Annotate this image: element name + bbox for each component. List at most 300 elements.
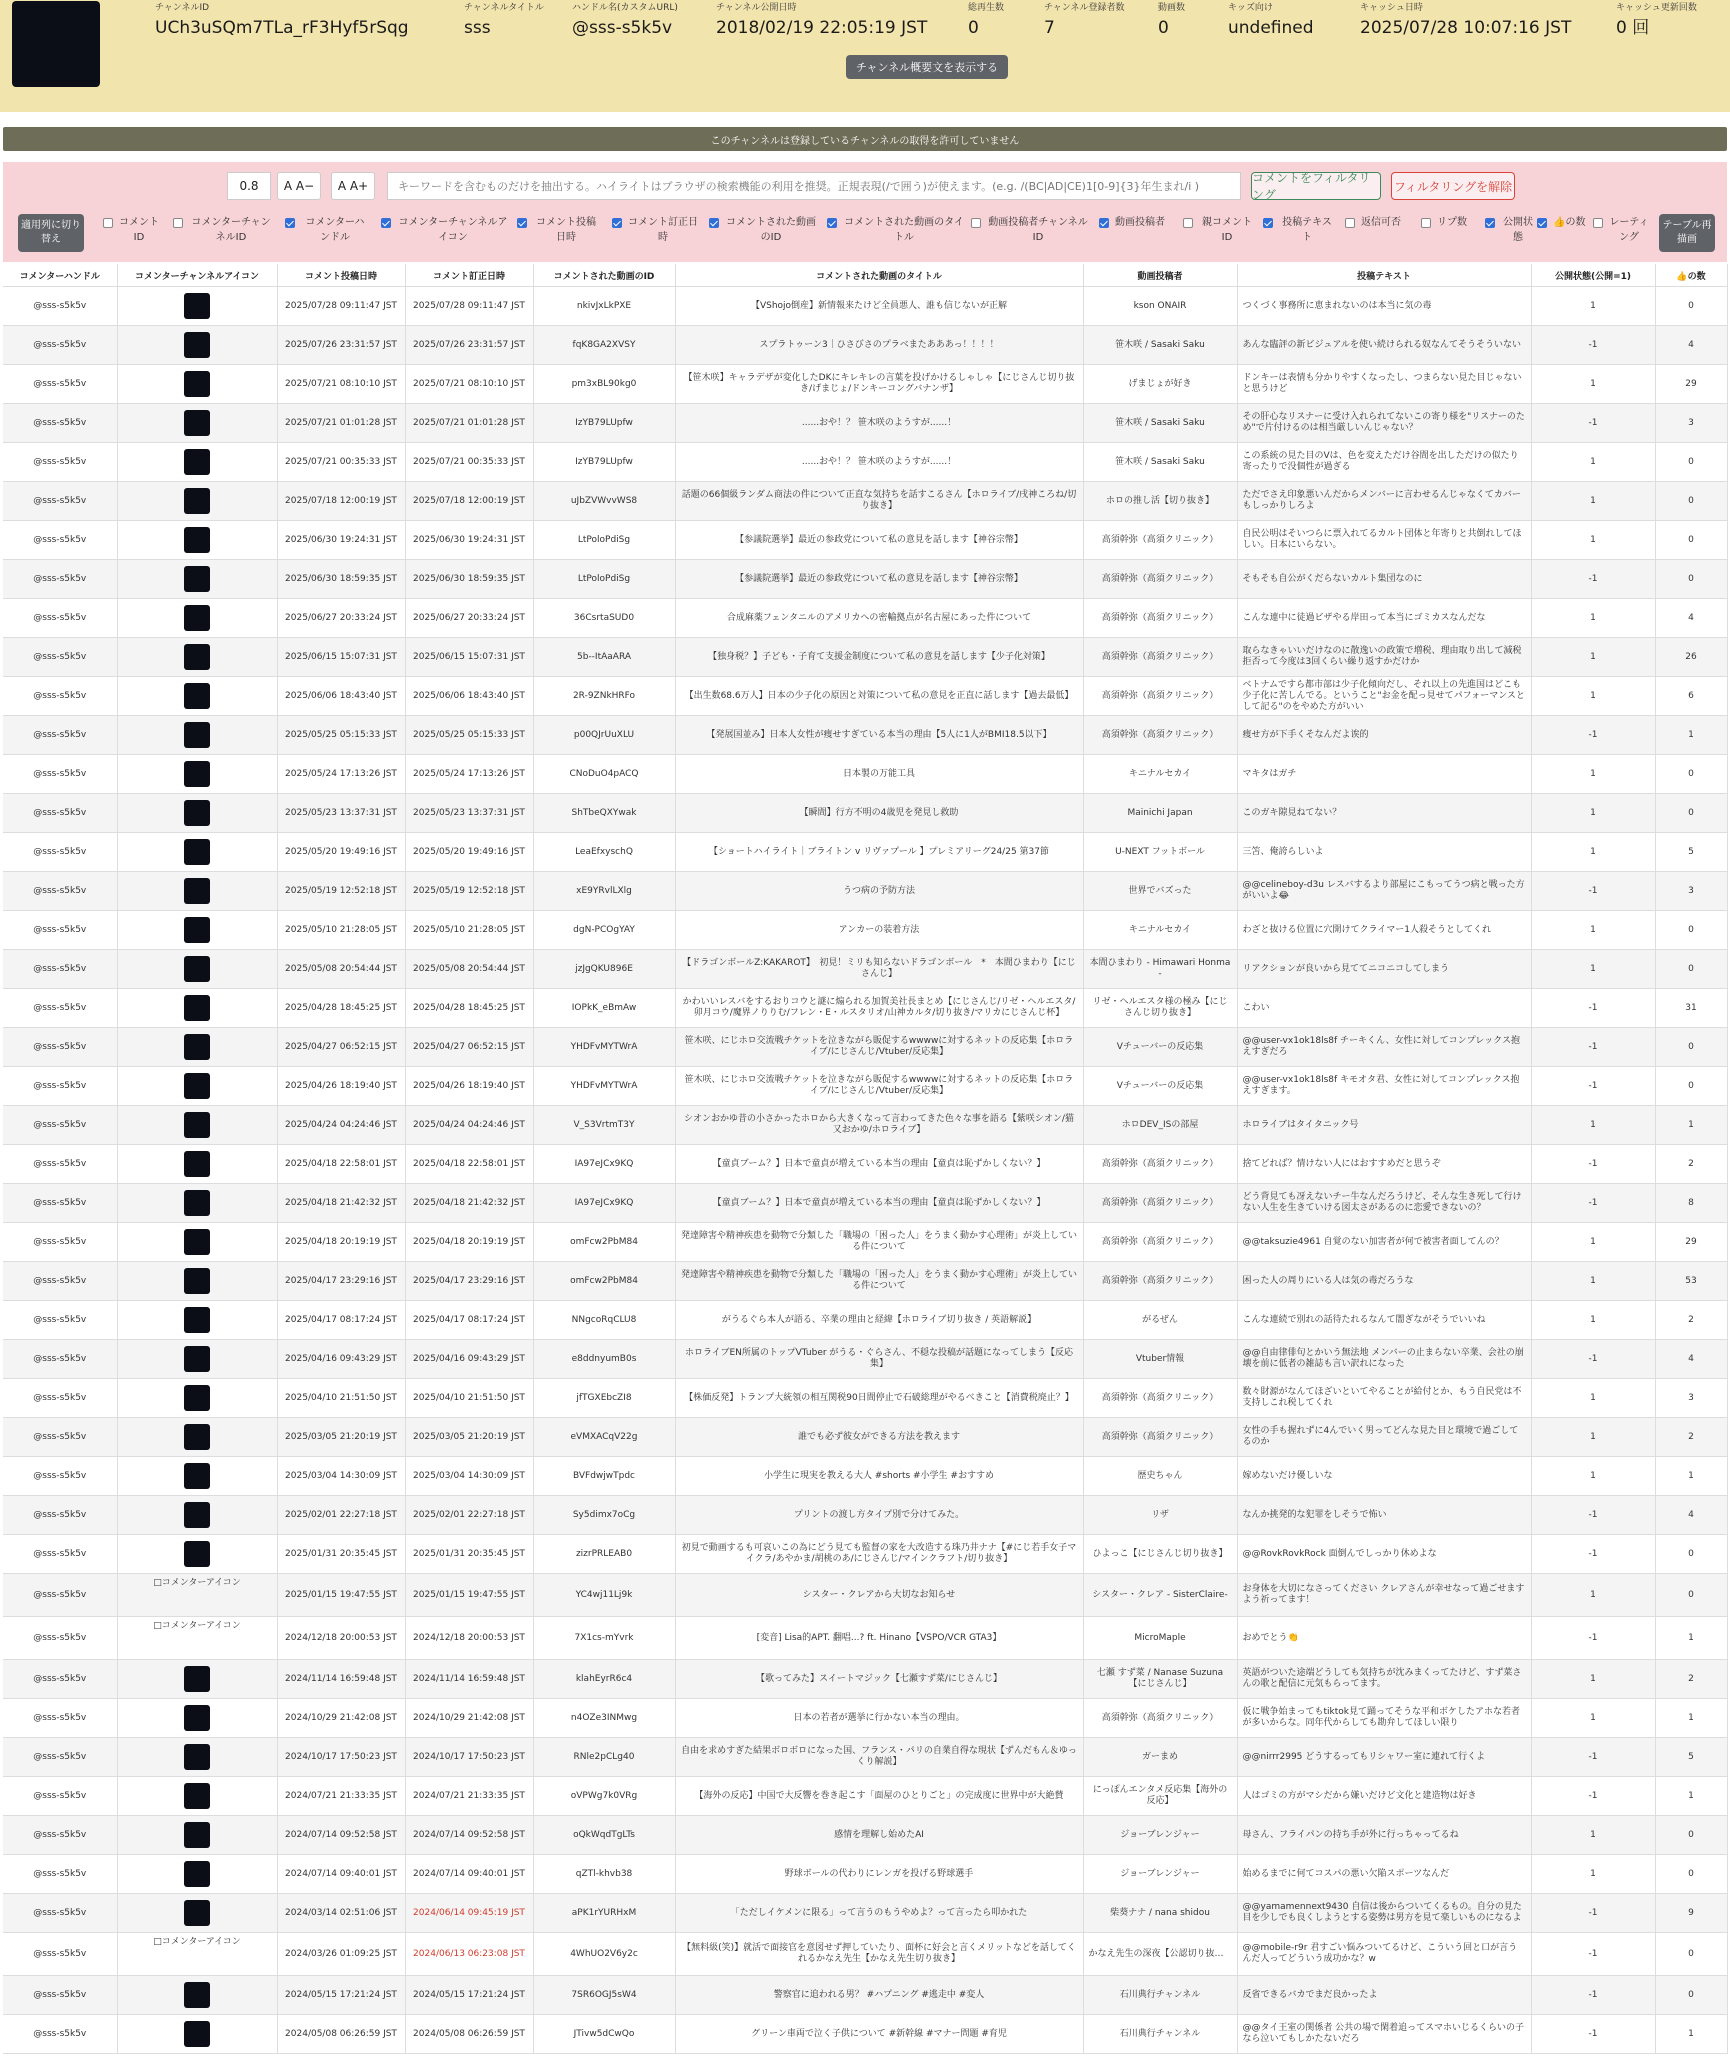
- video-title[interactable]: 発達障害や精神疾患を動物で分類した「職場の「困った人」をうまく動かす心理術」が炎上している件について: [675, 1262, 1083, 1301]
- column-toggle-checkbox[interactable]: [381, 215, 509, 253]
- edited-date: 2025/06/30 18:59:35 JST: [405, 560, 533, 599]
- commenter-handle[interactable]: @sss-s5k5v: [3, 365, 117, 404]
- comment-text: そもそも自公がくだらないカルト集団なのに: [1237, 560, 1531, 599]
- checkbox-box[interactable]: [1485, 218, 1495, 228]
- video-owner[interactable]: 高須幹弥（高須クリニック）: [1083, 1145, 1237, 1184]
- font-increase-button[interactable]: A A+: [331, 172, 375, 200]
- video-id[interactable]: eVMXACqV22g: [533, 1418, 675, 1457]
- video-title[interactable]: 【独身税？】子ども・子育て支援金制度について私の意見を話します【少子化対策】: [675, 638, 1083, 677]
- video-owner[interactable]: Vtuber情報: [1083, 1340, 1237, 1379]
- posted-date: 2025/05/24 17:13:26 JST: [277, 755, 405, 794]
- column-header[interactable]: コメンターチャンネルアイコン: [117, 264, 277, 287]
- video-owner[interactable]: ガーまめ: [1083, 1738, 1237, 1777]
- toggle-columns-button[interactable]: 適用列に切り替え: [18, 214, 84, 252]
- commenter-handle[interactable]: @sss-s5k5v: [3, 1457, 117, 1496]
- video-owner[interactable]: ホロDEV_ISの部屋: [1083, 1106, 1237, 1145]
- video-id[interactable]: YHDFvMYTWrA: [533, 1067, 675, 1106]
- video-owner[interactable]: ジョーブレンジャー: [1083, 1855, 1237, 1894]
- commenter-handle[interactable]: @sss-s5k5v: [3, 1574, 117, 1617]
- commenter-icon-cell: [117, 1340, 277, 1379]
- zoom-input[interactable]: 0.8: [227, 172, 271, 200]
- posted-date: 2025/04/18 20:19:19 JST: [277, 1223, 405, 1262]
- commenter-handle[interactable]: @sss-s5k5v: [3, 326, 117, 365]
- video-id[interactable]: 7X1cs-mYvrk: [533, 1617, 675, 1660]
- video-title[interactable]: プリントの渡し方タイプ別で分けてみた。: [675, 1496, 1083, 1535]
- video-owner[interactable]: ホロの推し活【切り抜き】: [1083, 482, 1237, 521]
- commenter-handle[interactable]: @sss-s5k5v: [3, 1777, 117, 1816]
- comment-text: 三笘、俺誇らしいよ: [1237, 833, 1531, 872]
- video-title[interactable]: 【歌ってみた】スイートマジック【七瀬すず菜/にじさんじ】: [675, 1660, 1083, 1699]
- checkbox-box[interactable]: [971, 218, 981, 228]
- video-id[interactable]: p00QJrUuXLU: [533, 716, 675, 755]
- commenter-handle[interactable]: @sss-s5k5v: [3, 287, 117, 326]
- video-title[interactable]: 【笹木咲】キャラデザが変化したDKにキレキレの言葉を投げかけるしゃしゃ【にじさんじ切り抜き/げまじょ/ドンキーコングバナンザ】: [675, 365, 1083, 404]
- header-field-label: チャンネル公開日時: [716, 3, 797, 13]
- commenter-icon-cell: [117, 1738, 277, 1777]
- font-decrease-button[interactable]: A A−: [277, 172, 321, 200]
- commenter-avatar: [184, 566, 210, 592]
- video-title[interactable]: 【参議院選挙】最近の参政党について私の意見を話します【神谷宗幣】: [675, 521, 1083, 560]
- checkbox-box[interactable]: [612, 218, 622, 228]
- video-title[interactable]: 【出生数68.6万人】日本の少子化の原因と対策について私の意見を正直に話します【過去最低】: [675, 677, 1083, 716]
- video-owner[interactable]: 笹木咲 / Sasaki Saku: [1083, 404, 1237, 443]
- video-owner[interactable]: げまじょが好き: [1083, 365, 1237, 404]
- like-count: 0: [1655, 794, 1727, 833]
- video-id[interactable]: fqK8GA2XVSY: [533, 326, 675, 365]
- video-id[interactable]: jzJgQKU896E: [533, 950, 675, 989]
- edited-date: 2024/06/13 06:23:08 JST: [405, 1933, 533, 1976]
- video-title[interactable]: 【童貞ブーム？】日本で童貞が増えている本当の理由【童貞は恥ずかしくない？】: [675, 1145, 1083, 1184]
- video-id[interactable]: oVPWg7k0VRg: [533, 1777, 675, 1816]
- video-title[interactable]: 【発展国並み】日本人女性が痩せすぎている本当の理由【5人に1人がBMI18.5以下】: [675, 716, 1083, 755]
- video-owner[interactable]: 高須幹弥（高須クリニック）: [1083, 716, 1237, 755]
- video-id[interactable]: 7SR6OGJ5sW4: [533, 1976, 675, 2015]
- column-toggle-checkbox[interactable]: [103, 215, 159, 253]
- video-title[interactable]: ......おや！？ 笹木咲のようすが......！: [675, 443, 1083, 482]
- column-header[interactable]: コメント投稿日時: [277, 264, 405, 287]
- video-owner[interactable]: 笹木咲 / Sasaki Saku: [1083, 326, 1237, 365]
- video-title[interactable]: 小学生に現実を教える大人 #shorts #小学生 #おすすめ: [675, 1457, 1083, 1496]
- commenter-handle[interactable]: @sss-s5k5v: [3, 1145, 117, 1184]
- video-owner[interactable]: 高須幹弥（高須クリニック）: [1083, 1184, 1237, 1223]
- posted-date: 2024/05/15 17:21:24 JST: [277, 1976, 405, 2015]
- public-status: 1: [1531, 1574, 1655, 1617]
- posted-date: 2024/03/14 02:51:06 JST: [277, 1894, 405, 1933]
- video-id[interactable]: ShTbeQXYwak: [533, 794, 675, 833]
- table-row: [3, 833, 1727, 872]
- commenter-handle[interactable]: @sss-s5k5v: [3, 794, 117, 833]
- video-owner[interactable]: MicroMaple: [1083, 1617, 1237, 1660]
- video-id[interactable]: IzYB79LUpfw: [533, 443, 675, 482]
- commenter-handle[interactable]: @sss-s5k5v: [3, 950, 117, 989]
- video-title[interactable]: 【株価反発】トランプ大統領の相互関税90日間停止で石破総理がやるべきこと【消費税廃止？】: [675, 1379, 1083, 1418]
- checkbox-box[interactable]: [1537, 218, 1547, 228]
- video-id[interactable]: oQkWqdTgLTs: [533, 1816, 675, 1855]
- commenter-handle[interactable]: @sss-s5k5v: [3, 716, 117, 755]
- column-toggle-checkbox[interactable]: [612, 215, 698, 253]
- video-id[interactable]: 2R-9ZNkHRFo: [533, 677, 675, 716]
- subscription-notice: このチャンネルは登録しているチャンネルの取得を許可していません: [3, 127, 1727, 151]
- like-count: 5: [1655, 833, 1727, 872]
- checkbox-box[interactable]: [173, 218, 183, 228]
- commenter-handle[interactable]: @sss-s5k5v: [3, 1976, 117, 2015]
- video-owner[interactable]: kson ONAIR: [1083, 287, 1237, 326]
- commenter-handle[interactable]: @sss-s5k5v: [3, 1379, 117, 1418]
- commenter-handle[interactable]: @sss-s5k5v: [3, 677, 117, 716]
- video-owner[interactable]: Mainichi Japan: [1083, 794, 1237, 833]
- commenter-icon-cell: [117, 794, 277, 833]
- posted-date: 2025/04/17 23:29:16 JST: [277, 1262, 405, 1301]
- checkbox-box[interactable]: [827, 218, 837, 228]
- video-title[interactable]: 【VShojo倒産】新情報来たけど全員悪人、誰も信じないが正解: [675, 287, 1083, 326]
- video-id[interactable]: aPK1rYURHxM: [533, 1894, 675, 1933]
- commenter-handle[interactable]: @sss-s5k5v: [3, 833, 117, 872]
- posted-date: 2025/06/15 15:07:31 JST: [277, 638, 405, 677]
- column-toggle-checkbox[interactable]: [517, 215, 599, 253]
- video-owner[interactable]: Vチューバーの反応集: [1083, 1028, 1237, 1067]
- video-owner[interactable]: 本間ひまわり - Himawari Honma -: [1083, 950, 1237, 989]
- video-id[interactable]: YHDFvMYTWrA: [533, 1028, 675, 1067]
- column-toggle-checkbox[interactable]: [827, 215, 965, 253]
- checkbox-box[interactable]: [1421, 218, 1431, 228]
- video-owner[interactable]: U-NEXT フットボール: [1083, 833, 1237, 872]
- commenter-handle[interactable]: @sss-s5k5v: [3, 1933, 117, 1976]
- column-header[interactable]: コメントされた動画のタイトル: [675, 264, 1083, 287]
- video-title[interactable]: 発達障害や精神疾患を動物で分類した「職場の「困った人」をうまく動かす心理術」が炎上している件について: [675, 1223, 1083, 1262]
- video-owner[interactable]: 七瀬 すず菜 / Nanase Suzuna【にじさんじ】: [1083, 1660, 1237, 1699]
- column-header[interactable]: コメンターハンドル: [3, 264, 117, 287]
- apply-filter-button[interactable]: コメントをフィルタリング: [1251, 172, 1381, 200]
- posted-date: 2024/11/14 16:59:48 JST: [277, 1660, 405, 1699]
- video-id[interactable]: JTivw5dCwQo: [533, 2015, 675, 2054]
- checkbox-box[interactable]: [1593, 218, 1603, 228]
- video-owner[interactable]: ジョーブレンジャー: [1083, 1816, 1237, 1855]
- video-id[interactable]: LtPoloPdiSg: [533, 521, 675, 560]
- table-header-row: [3, 264, 1727, 287]
- video-owner[interactable]: 歴史ちゃん: [1083, 1457, 1237, 1496]
- video-title[interactable]: 自由を求めすぎた結果ボロボロになった国、フランス・パリの自業自得な現状【ずんだもん＆ゆっくり解説】: [675, 1738, 1083, 1777]
- commenter-handle[interactable]: @sss-s5k5v: [3, 872, 117, 911]
- comment-text: @@user-vx1ok18ls8f キモオタ君、女性に対してコンプレックス抱えすぎます。: [1237, 1067, 1531, 1106]
- posted-date: 2025/06/06 18:43:40 JST: [277, 677, 405, 716]
- video-title[interactable]: 野球ボールの代わりにレンガを投げる野球選手: [675, 1855, 1083, 1894]
- column-header[interactable]: 公開状態(公開=1): [1531, 264, 1655, 287]
- column-toggle-checkbox[interactable]: [709, 215, 817, 253]
- video-title[interactable]: 【ショートハイライト｜ブライトン v リヴァプール 】プレミアリーグ24/25 第37節: [675, 833, 1083, 872]
- commenter-handle[interactable]: @sss-s5k5v: [3, 2015, 117, 2054]
- video-id[interactable]: e8ddnyumB0s: [533, 1340, 675, 1379]
- commenter-icon-cell: [117, 1262, 277, 1301]
- video-id[interactable]: n4OZe3INMwg: [533, 1699, 675, 1738]
- video-title[interactable]: 【ドラゴンボールZ:KAKAROT】 初見！ミリも知らないドラゴンボール * 本間ひまわり【にじさんじ】: [675, 950, 1083, 989]
- video-owner[interactable]: リザ: [1083, 1496, 1237, 1535]
- video-title[interactable]: 【瞬間】行方不明の4歳児を発見し救助: [675, 794, 1083, 833]
- video-owner[interactable]: 高須幹弥（高須クリニック）: [1083, 1262, 1237, 1301]
- like-count: 1: [1655, 716, 1727, 755]
- video-owner[interactable]: 世界でバズった: [1083, 872, 1237, 911]
- video-id[interactable]: omFcw2PbM84: [533, 1262, 675, 1301]
- video-id[interactable]: omFcw2PbM84: [533, 1223, 675, 1262]
- video-owner[interactable]: 高須幹弥（高須クリニック）: [1083, 599, 1237, 638]
- commenter-handle[interactable]: @sss-s5k5v: [3, 638, 117, 677]
- video-title[interactable]: がうるぐら本人が語る、卒業の理由と経緯【ホロライブ切り抜き / 英語解説】: [675, 1301, 1083, 1340]
- column-header[interactable]: 動画投稿者: [1083, 264, 1237, 287]
- header-field-value: 0: [1158, 18, 1169, 38]
- commenter-avatar: [184, 1861, 210, 1887]
- video-id[interactable]: klahEyrR6c4: [533, 1660, 675, 1699]
- keyword-filter-input[interactable]: キーワードを含むものだけを抽出する。ハイライトはブラウザの検索機能の利用を推奨。正規表現(/で囲う)が使えます。(e.g. /(BC|AD|CE)1[0-9]{3}年生まれ/i ): [387, 172, 1241, 200]
- commenter-icon-cell: [117, 1816, 277, 1855]
- commenter-handle[interactable]: @sss-s5k5v: [3, 1301, 117, 1340]
- video-owner[interactable]: キニナルセカイ: [1083, 755, 1237, 794]
- video-id[interactable]: zizrPRLEAB0: [533, 1535, 675, 1574]
- video-id[interactable]: V_S3VrtmT3Y: [533, 1106, 675, 1145]
- video-id[interactable]: jfTGXEbcZI8: [533, 1379, 675, 1418]
- video-title[interactable]: シスター・クレアから大切なお知らせ: [675, 1574, 1083, 1617]
- posted-date: 2025/06/30 19:24:31 JST: [277, 521, 405, 560]
- video-title[interactable]: 【無料級(笑)】就活で面接官を意図せず押していたり、面杯に好会と言くメリットなどを話してくれるかなえ先生【かなえ先生切り抜き】: [675, 1933, 1083, 1976]
- commenter-avatar: [184, 956, 210, 982]
- comment-text: こんな連中に徒過ビザやる岸田って本当にゴミカスなんだな: [1237, 599, 1531, 638]
- checkbox-box[interactable]: [709, 218, 719, 228]
- commenter-handle[interactable]: @sss-s5k5v: [3, 1262, 117, 1301]
- video-id[interactable]: xE9YRvlLXlg: [533, 872, 675, 911]
- commenter-handle[interactable]: @sss-s5k5v: [3, 1699, 117, 1738]
- video-title[interactable]: 【童貞ブーム？】日本で童貞が増えている本当の理由【童貞は恥ずかしくない？】: [675, 1184, 1083, 1223]
- video-title[interactable]: 笹木咲、にじホロ交流戦チケットを泣きながら販促するwwwwに対するネットの反応集【ホロライブ/にじさんじ/Vtuber/反応集】: [675, 1028, 1083, 1067]
- commenter-handle[interactable]: @sss-s5k5v: [3, 521, 117, 560]
- commenter-handle[interactable]: @sss-s5k5v: [3, 1816, 117, 1855]
- video-owner[interactable]: Vチューバーの反応集: [1083, 1067, 1237, 1106]
- video-id[interactable]: 5b--ItAaARA: [533, 638, 675, 677]
- column-toggle-checkbox[interactable]: [173, 215, 273, 253]
- edited-date: 2025/04/16 09:43:29 JST: [405, 1340, 533, 1379]
- video-owner[interactable]: 石川典行チャンネル: [1083, 1976, 1237, 2015]
- commenter-handle[interactable]: @sss-s5k5v: [3, 1617, 117, 1660]
- header-field-value: 0 回: [1616, 18, 1650, 38]
- video-owner[interactable]: 高須幹弥（高須クリニック）: [1083, 521, 1237, 560]
- commenter-avatar: [184, 1900, 210, 1926]
- commenter-icon-cell: [117, 989, 277, 1028]
- video-id[interactable]: pm3xBL90kg0: [533, 365, 675, 404]
- video-id[interactable]: NNgcoRqCLU8: [533, 1301, 675, 1340]
- video-owner[interactable]: ひよっこ【にじさんじ切り抜き】: [1083, 1535, 1237, 1574]
- checkbox-box[interactable]: [381, 218, 391, 228]
- table-row: [3, 326, 1727, 365]
- video-id[interactable]: IA97eJCx9KQ: [533, 1145, 675, 1184]
- header-field: [1158, 0, 1185, 39]
- column-header[interactable]: 👍の数: [1655, 264, 1727, 287]
- checkbox-box[interactable]: [517, 218, 527, 228]
- commenter-handle[interactable]: @sss-s5k5v: [3, 1894, 117, 1933]
- edited-date: 2025/05/25 05:15:33 JST: [405, 716, 533, 755]
- video-owner[interactable]: 高須幹弥（高須クリニック）: [1083, 1379, 1237, 1418]
- column-toggle-checkbox[interactable]: [971, 215, 1089, 253]
- commenter-handle[interactable]: @sss-s5k5v: [3, 1340, 117, 1379]
- header-field-value: 0: [968, 18, 979, 38]
- video-title[interactable]: ......おや！？ 笹木咲のようすが......！: [675, 404, 1083, 443]
- public-status: 1: [1531, 287, 1655, 326]
- posted-date: 2025/03/04 14:30:09 JST: [277, 1457, 405, 1496]
- video-title[interactable]: 警察官に追われる男？ #ハプニング #逃走中 #変人: [675, 1976, 1083, 2015]
- video-title[interactable]: 感情を理解し始めたAI: [675, 1816, 1083, 1855]
- commenter-handle[interactable]: @sss-s5k5v: [3, 1660, 117, 1699]
- video-id[interactable]: uJbZVWvvWS8: [533, 482, 675, 521]
- commenter-handle[interactable]: @sss-s5k5v: [3, 1028, 117, 1067]
- video-id[interactable]: Sy5dimx7oCg: [533, 1496, 675, 1535]
- checkbox-box[interactable]: [1099, 218, 1109, 228]
- comment-text: こんな連続で別れの話待たれるなんて闇ぎながそうでいいね: [1237, 1301, 1531, 1340]
- video-id[interactable]: qZTl-khvb38: [533, 1855, 675, 1894]
- commenter-handle[interactable]: @sss-s5k5v: [3, 911, 117, 950]
- video-owner[interactable]: 笹木咲 / Sasaki Saku: [1083, 443, 1237, 482]
- video-title[interactable]: シオンおかゆ昔の小さかったホロから大きくなって言わってきた色々な事を語る【紫咲シオン/猫又おかゆ/ホロライブ】: [675, 1106, 1083, 1145]
- video-id[interactable]: RNle2pCLg40: [533, 1738, 675, 1777]
- video-id[interactable]: BVFdwjwTpdc: [533, 1457, 675, 1496]
- checkbox-box[interactable]: [1183, 218, 1193, 228]
- video-title[interactable]: 笹木咲、にじホロ交流戦チケットを泣きながら販促するwwwwに対するネットの反応集【ホロライブ/にじさんじ/Vtuber/反応集】: [675, 1067, 1083, 1106]
- video-id[interactable]: 4WhUO2V6y2c: [533, 1933, 675, 1976]
- table-row: [3, 989, 1727, 1028]
- column-header[interactable]: コメントされた動画のID: [533, 264, 675, 287]
- edited-date: 2025/06/15 15:07:31 JST: [405, 638, 533, 677]
- header-field: [572, 0, 678, 39]
- column-toggle-checkbox[interactable]: [1263, 215, 1335, 253]
- column-toggle-label: コメント投稿日時: [536, 217, 596, 243]
- table-row: [3, 1301, 1727, 1340]
- column-toggle-checkbox[interactable]: [1345, 215, 1413, 253]
- table-row: [3, 1816, 1727, 1855]
- like-count: 26: [1655, 638, 1727, 677]
- like-count: 29: [1655, 365, 1727, 404]
- video-id[interactable]: IzYB79LUpfw: [533, 404, 675, 443]
- checkbox-box[interactable]: [1345, 218, 1355, 228]
- commenter-handle[interactable]: @sss-s5k5v: [3, 599, 117, 638]
- video-owner[interactable]: 高須幹弥（高須クリニック）: [1083, 560, 1237, 599]
- commenter-handle[interactable]: @sss-s5k5v: [3, 404, 117, 443]
- video-title[interactable]: 日本製の万能工具: [675, 755, 1083, 794]
- commenter-handle[interactable]: @sss-s5k5v: [3, 1855, 117, 1894]
- public-status: 1: [1531, 1816, 1655, 1855]
- video-owner[interactable]: シスター・クレア - SisterClaire-: [1083, 1574, 1237, 1617]
- column-header[interactable]: コメント訂正日時: [405, 264, 533, 287]
- edited-date: 2024/05/08 06:26:59 JST: [405, 2015, 533, 2054]
- video-title[interactable]: ホロライブEN所属のトップVTuber がうる・ぐらさん、不穏な投稿が話題になってしまう【反応集】: [675, 1340, 1083, 1379]
- video-title[interactable]: [変音] Lisa的APT. 翻唱...? ft. Hinano【VSPO/VCR GTA3】: [675, 1617, 1083, 1660]
- commenter-handle[interactable]: @sss-s5k5v: [3, 1106, 117, 1145]
- video-id[interactable]: IA97eJCx9KQ: [533, 1184, 675, 1223]
- comment-text: ドンキーは表情も分かりやすくなったし、つまらない見た目じゃないと思うけど: [1237, 365, 1531, 404]
- clear-filter-button[interactable]: フィルタリングを解除: [1391, 172, 1515, 200]
- public-status: -1: [1531, 1067, 1655, 1106]
- video-title[interactable]: 初見で動画するも可哀いこの為にどう見ても監督の家を大改造する珠乃井ナナ【#にじ若手女子マイクラ/あやかま/胡桃のあ/にじさんじ/マインクラフト/切り抜き】: [675, 1535, 1083, 1574]
- video-title[interactable]: グリーン車両で泣く子供について #新幹線 #マナー問題 #育児: [675, 2015, 1083, 2054]
- checkbox-box[interactable]: [285, 218, 295, 228]
- video-owner[interactable]: 高須幹弥（高須クリニック）: [1083, 1418, 1237, 1457]
- commenter-handle[interactable]: @sss-s5k5v: [3, 1223, 117, 1262]
- commenter-handle[interactable]: @sss-s5k5v: [3, 1418, 117, 1457]
- video-owner[interactable]: がるぜん: [1083, 1301, 1237, 1340]
- commenter-handle[interactable]: @sss-s5k5v: [3, 560, 117, 599]
- column-toggle-checkbox[interactable]: [1485, 215, 1535, 253]
- video-title[interactable]: スプラトゥーン3｜ひさびさのプラベまたあああっ！！！！: [675, 326, 1083, 365]
- checkbox-box[interactable]: [1263, 218, 1273, 228]
- table-row: [3, 1340, 1727, 1379]
- column-toggle-checkbox[interactable]: [1099, 215, 1169, 253]
- video-owner[interactable]: 高須幹弥（高須クリニック）: [1083, 1699, 1237, 1738]
- like-count: 4: [1655, 1496, 1727, 1535]
- video-id[interactable]: LeaEfxyschQ: [533, 833, 675, 872]
- video-id[interactable]: CNoDuO4pACQ: [533, 755, 675, 794]
- video-title[interactable]: うつ病の予防方法: [675, 872, 1083, 911]
- video-owner[interactable]: 石川典行チャンネル: [1083, 2015, 1237, 2054]
- video-id[interactable]: YC4wj11Lj9k: [533, 1574, 675, 1617]
- video-title[interactable]: かわいいレスバをするおりコウと謎に煽られる加賀美社長まとめ【にじさんじ/リゼ・ヘルエスタ/卯月コウ/魔界ノりりむ/フレン・E・ルスタリオ/山神カルタ/切り抜き/マリカにじさんじ杯】: [675, 989, 1083, 1028]
- commenter-handle[interactable]: @sss-s5k5v: [3, 1738, 117, 1777]
- video-id[interactable]: nkivJxLkPXE: [533, 287, 675, 326]
- video-title[interactable]: 誰でも必ず彼女ができる方法を教えます: [675, 1418, 1083, 1457]
- like-count: 3: [1655, 1379, 1727, 1418]
- video-owner[interactable]: 高須幹弥（高須クリニック）: [1083, 677, 1237, 716]
- redraw-table-button[interactable]: テーブル再描画: [1659, 214, 1715, 252]
- video-id[interactable]: dgN-PCOgYAY: [533, 911, 675, 950]
- posted-date: 2025/04/27 06:52:15 JST: [277, 1028, 405, 1067]
- video-owner[interactable]: 柴葵ナナ / nana shidou: [1083, 1894, 1237, 1933]
- column-header[interactable]: 投稿テキスト: [1237, 264, 1531, 287]
- commenter-handle[interactable]: @sss-s5k5v: [3, 755, 117, 794]
- commenter-handle[interactable]: @sss-s5k5v: [3, 1067, 117, 1106]
- commenter-handle[interactable]: @sss-s5k5v: [3, 482, 117, 521]
- column-toggle-checkbox[interactable]: [1593, 215, 1649, 253]
- video-id[interactable]: LtPoloPdiSg: [533, 560, 675, 599]
- video-owner[interactable]: かなえ先生の深夜【公認切り抜き】: [1083, 1933, 1237, 1976]
- icon-alt-text: コメンターアイコン: [161, 1578, 241, 1588]
- video-title[interactable]: 【参議院選挙】最近の参政党について私の意見を話します【神谷宗幣】: [675, 560, 1083, 599]
- column-toggle-checkbox[interactable]: [1537, 215, 1591, 253]
- video-title[interactable]: 合成麻薬フェンタニルのアメリカへの密輸拠点が名古屋にあった件について: [675, 599, 1083, 638]
- video-owner[interactable]: キニナルセカイ: [1083, 911, 1237, 950]
- comment-text: 仮に戦争始まってもtiktok見て踊ってそうな平和ボケしたアホな若者が多いからな。同年代からしても勘弁してほしい限り: [1237, 1699, 1531, 1738]
- video-title[interactable]: 話題の66個級ランダム商法の件について正直な気持ちを話すこるさん【ホロライブ/戌神ころね/切り抜き】: [675, 482, 1083, 521]
- like-count: 0: [1655, 1816, 1727, 1855]
- like-count: 2: [1655, 1418, 1727, 1457]
- column-toggle-checkbox[interactable]: [285, 215, 369, 253]
- header-field-label: キャッシュ更新回数: [1616, 3, 1697, 13]
- video-owner[interactable]: 高須幹弥（高須クリニック）: [1083, 638, 1237, 677]
- checkbox-box[interactable]: [103, 218, 113, 228]
- column-toggle-label: 返信可否: [1361, 217, 1401, 228]
- commenter-handle[interactable]: @sss-s5k5v: [3, 443, 117, 482]
- commenter-handle[interactable]: @sss-s5k5v: [3, 1496, 117, 1535]
- column-toggle-checkbox[interactable]: [1421, 215, 1475, 253]
- video-title[interactable]: 【海外の反応】中国で大反響を巻き起こす「面屋のひとりごと」の完成度に世界中が大絶賛: [675, 1777, 1083, 1816]
- video-title[interactable]: アンカーの装着方法: [675, 911, 1083, 950]
- commenter-handle[interactable]: @sss-s5k5v: [3, 1535, 117, 1574]
- video-id[interactable]: IOPkK_eBmAw: [533, 989, 675, 1028]
- video-owner[interactable]: リゼ・ヘルエスタ様の極み【にじさんじ切り抜き】: [1083, 989, 1237, 1028]
- public-status: 1: [1531, 911, 1655, 950]
- video-title[interactable]: 日本の若者が選挙に行かない本当の理由。: [675, 1699, 1083, 1738]
- video-id[interactable]: 36CsrtaSUD0: [533, 599, 675, 638]
- column-toggle-checkbox[interactable]: [1183, 215, 1255, 253]
- commenter-avatar: [184, 1982, 210, 2008]
- show-description-button[interactable]: チャンネル概要文を表示する: [846, 55, 1008, 79]
- commenter-handle[interactable]: @sss-s5k5v: [3, 1184, 117, 1223]
- commenter-handle[interactable]: @sss-s5k5v: [3, 989, 117, 1028]
- video-owner[interactable]: にっぽんエンタメ反応集【海外の反応】: [1083, 1777, 1237, 1816]
- video-owner[interactable]: 高須幹弥（高須クリニック）: [1083, 1223, 1237, 1262]
- video-title[interactable]: 「ただしイケメンに限る」って言うのもうやめよ？って言ったら叩かれた: [675, 1894, 1083, 1933]
